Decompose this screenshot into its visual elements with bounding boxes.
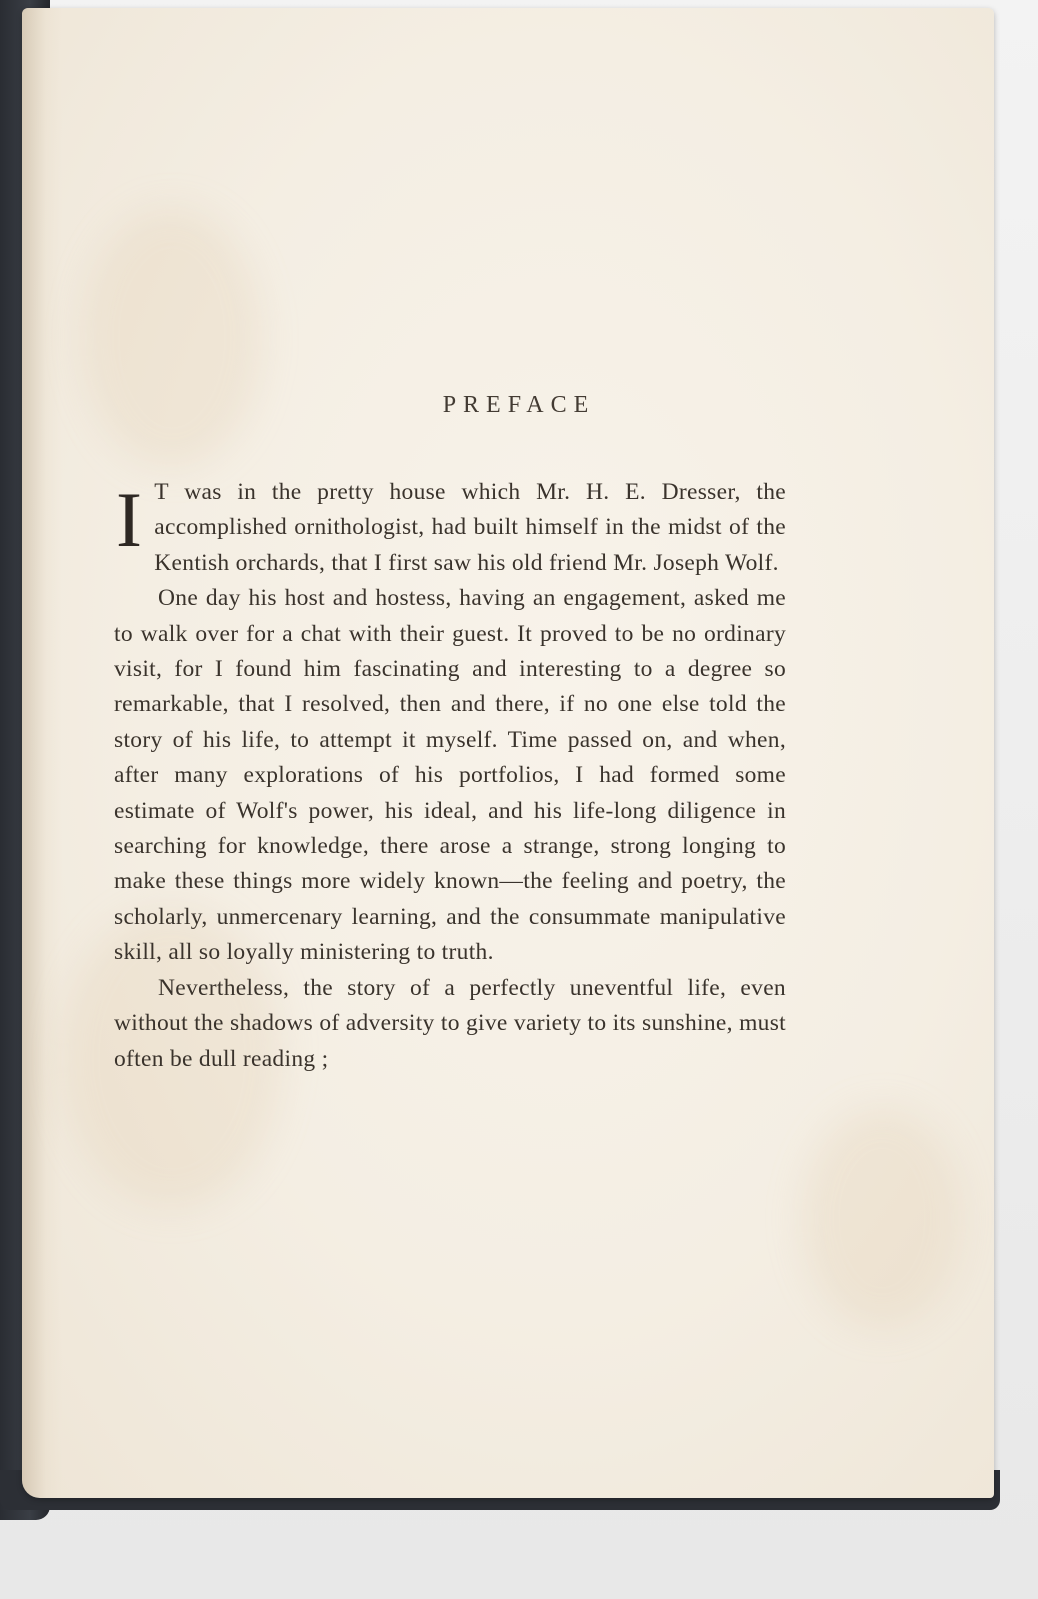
- drop-cap: I: [116, 476, 143, 563]
- page-foxing: [802, 1108, 962, 1328]
- paragraph-2: One day his host and hostess, having an engagement, asked me to walk over for a chat with their guest. It proved to be no ordinary visit, for I found him fascinating and interesting to a degree so remarkable, that I resolved, then and there, if no one else told the story of his life, to attempt it myself. Time passed on, and when, after many explorations of his portfolios, I had formed some estimate of Wolf's power, his ideal, and his life-long diligence in searching for knowledge, there arose a strange, strong longing to make these things more widely known—the feeling and poetry, the scholarly, unmercenary learning, and the consummate manipulative skill, all so loyally ministering to truth.: [114, 585, 786, 966]
- page-foxing: [82, 208, 262, 468]
- paragraph-3: Nevertheless, the story of a perfectly uneventful life, even without the shadows of adversity to give variety to its sunshine, must often be dull reading ;: [114, 974, 786, 1072]
- page-title: PREFACE: [442, 392, 596, 418]
- paragraph-1: [114, 475, 786, 581]
- preface-body: [114, 475, 786, 1077]
- paragraph-1-text: T was in the pretty house which Mr. H. E. Dresser, the accomplished ornithologist, had built himself in the midst of the Kentish orchards, that I first saw his old friend Mr. Joseph Wolf.: [154, 479, 786, 576]
